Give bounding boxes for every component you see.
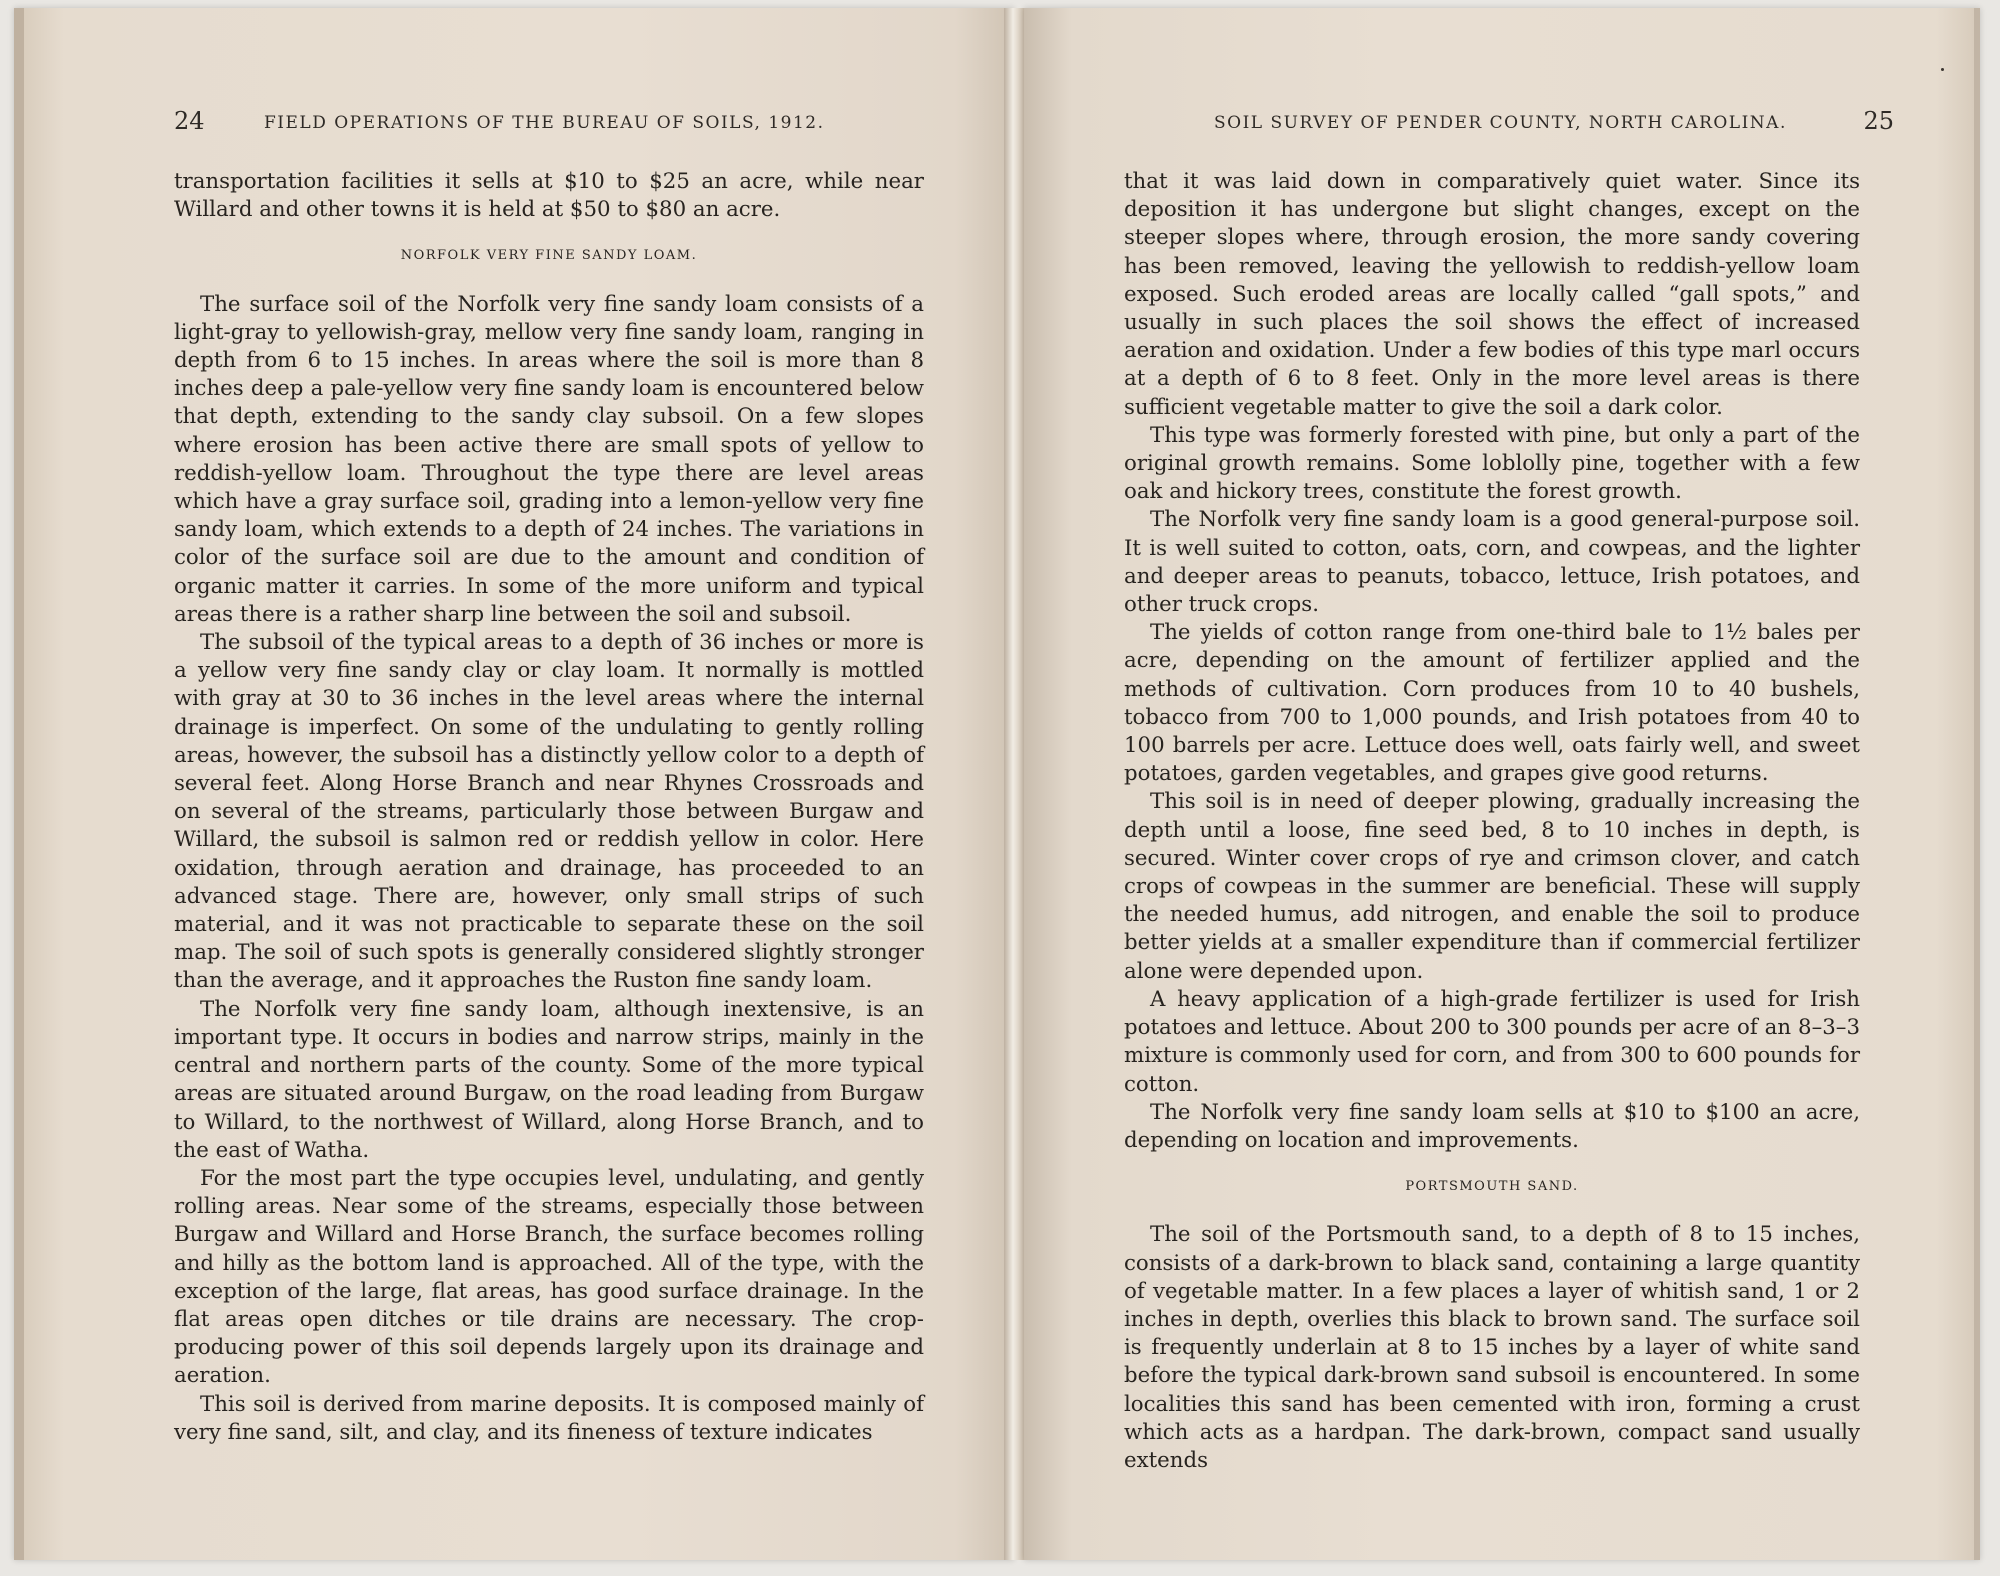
paragraph: The surface soil of the Norfolk very fine sandy loam consists of a light-gray to yellowish-gray, mellow very fine sandy loam, ranging in depth from 6 to 15 inches. In areas where the soil is more than 8 inches deep a pale-yellow very fine sandy loam is encountered below that depth, extending to the sandy clay subsoil. On a few slopes where erosion has been active there are small spots of yellow to reddish-yellow loam. Throughout the type there are level areas which have a gray surface soil, grading into a lemon-yellow very fine sandy loam, which extends to a depth of 24 inches. The variations in color of the surface soil are due to the amount and condition of organic matter it carries. In some of the more uniform and typical areas there is a rather sharp line between the soil and subsoil.: [174, 291, 924, 627]
right-page: [1024, 8, 1980, 1560]
left-page-number: 24: [174, 107, 205, 135]
paragraph: The soil of the Portsmouth sand, to a depth of 8 to 15 inches, consists of a dark-brown to black sand, containing a large quantity of vegetable matter. In a few places a layer of whitish sand, 1 or 2 inches in depth, overlies this black to brown sand. The surface soil is frequently underlain at 8 to 15 inches by a layer of white sand before the typical dark-brown sand subsoil is encountered. In some localities this sand has been cemented with iron, forming a crust which acts as a hardpan. The dark-brown, compact sand usually extends: [1124, 1222, 1860, 1473]
paragraph: The Norfolk very fine sandy loam is a good general-purpose soil. It is well suited to cotton, oats, corn, and cowpeas, and the lighter and deeper areas to peanuts, tobacco, lettuce, Irish potatoes, and other truck crops.: [1124, 507, 1860, 618]
left-running-title: FIELD OPERATIONS OF THE BUREAU OF SOILS, 1912.: [264, 113, 825, 133]
paragraph: The Norfolk very fine sandy loam, although inextensive, is an important type. It occurs in bodies and narrow strips, mainly in the central and northern parts of the county. Some of the more typical areas are situated around Burgaw, on the road leading from Burgaw to Willard, to the northwest of Willard, along Horse Branch, and to the east of Watha.: [174, 996, 924, 1163]
paragraph: transportation facilities it sells at $10 to $25 an acre, while near Willard and other towns it is held at $50 to $80 an acre.: [174, 169, 924, 223]
left-page: [14, 8, 1014, 1560]
paragraph: This soil is derived from marine deposits. It is composed mainly of very fine sand, silt, and clay, and its fineness of texture indicates: [174, 1391, 924, 1445]
paragraph: that it was laid down in comparatively quiet water. Since its deposition it has undergone but slight changes, except on the steeper slopes where, through erosion, the more sandy covering has been removed, leaving the yellowish to reddish-yellow loam exposed. Such eroded areas are locally called “gall spots,” and usually in such places the soil shows the effect of increased aeration and oxidation. Under a few bodies of this type marl occurs at a depth of 6 to 8 feet. Only in the more level areas is there sufficient vegetable matter to give the soil a dark color.: [1124, 169, 1860, 420]
book-gutter: [1004, 8, 1024, 1560]
margin-speck: [1941, 68, 1944, 71]
paragraph: The yields of cotton range from one-third bale to 1½ bales per acre, depending on the amount of fertilizer applied and the methods of cultivation. Corn produces from 10 to 40 bushels, tobacco from 700 to 1,000 pounds, and Irish potatoes from 40 to 100 barrels per acre. Lettuce does well, oats fairly well, and sweet potatoes, garden vegetables, and grapes give good returns.: [1124, 620, 1860, 787]
section-heading: PORTSMOUTH SAND.: [1405, 1179, 1579, 1195]
right-page-number: 25: [1863, 107, 1894, 135]
paragraph: The subsoil of the typical areas to a depth of 36 inches or more is a yellow very fine sandy clay or clay loam. It normally is mottled with gray at 30 to 36 inches in the level areas where the internal drainage is imperfect. On some of the undulating to gently rolling areas, however, the subsoil has a distinctly yellow color to a depth of several feet. Along Horse Branch and near Rhynes Crossroads and on several of the streams, particularly those between Burgaw and Willard, the subsoil is salmon red or reddish yellow in color. Here oxidation, through aeration and drainage, has proceeded to an advanced stage. There are, however, only small strips of such material, and it was not practicable to separate these on the soil map. The soil of such spots is generally considered slightly stronger than the average, and it approaches the Ruston fine sandy loam.: [174, 630, 924, 994]
left-running-head: [174, 107, 934, 143]
paragraph: This type was formerly forested with pine, but only a part of the original growth remains. Some loblolly pine, together with a few oak and hickory trees, constitute the forest growth.: [1124, 422, 1860, 505]
paragraph: The Norfolk very fine sandy loam sells at $10 to $100 an acre, depending on location and improvements.: [1124, 1099, 1860, 1153]
left-body-text: [174, 168, 924, 1447]
right-body-text: [1124, 168, 1860, 1475]
open-book: [14, 8, 1974, 1560]
paragraph: For the most part the type occupies level, undulating, and gently rolling areas. Near some of the streams, especially those between Burgaw and Willard and Horse Branch, the surface becomes rolling and hilly as the bottom land is approached. All of the type, with the exception of the large, flat areas, has good surface drainage. In the flat areas open ditches or tile drains are necessary. The crop-producing power of this soil depends largely upon its drainage and aeration.: [174, 1165, 924, 1389]
right-running-title: SOIL SURVEY OF PENDER COUNTY, NORTH CAROLINA.: [1214, 113, 1787, 133]
paragraph: A heavy application of a high-grade fertilizer is used for Irish potatoes and lettuce. About 200 to 300 pounds per acre of an 8–3–3 mixture is commonly used for corn, and from 300 to 600 pounds for cotton.: [1124, 986, 1860, 1097]
paragraph: This soil is in need of deeper plowing, gradually increasing the depth until a loose, fine seed bed, 8 to 10 inches in depth, is secured. Winter cover crops of rye and crimson clover, and catch crops of cowpeas in the summer are beneficial. These will supply the needed humus, add nitrogen, and enable the soil to produce better yields at a smaller expenditure than if commercial fertilizer alone were depended upon.: [1124, 789, 1860, 984]
section-heading: NORFOLK VERY FINE SANDY LOAM.: [400, 248, 698, 264]
right-running-head: [1124, 107, 1894, 143]
